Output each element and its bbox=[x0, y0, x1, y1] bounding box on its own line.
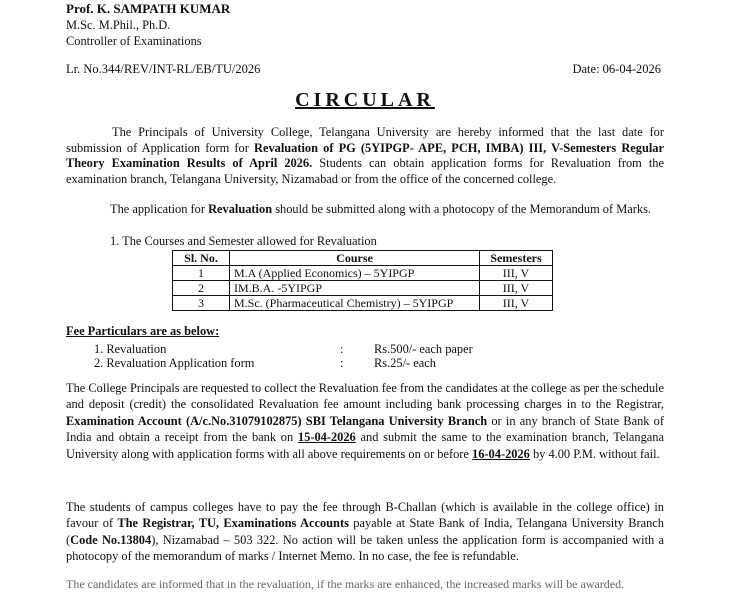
header-semesters: Semesters bbox=[480, 251, 553, 266]
courses-table bbox=[172, 250, 553, 311]
controller-qualifications: M.Sc. M.Phil., Ph.D. bbox=[66, 18, 171, 32]
fee-deposit-paragraph bbox=[66, 380, 664, 462]
deposit-text-4: by 4.00 P.M. without fail. bbox=[529, 446, 660, 461]
campus-bold-1: The Registrar, TU, Examinations Accounts bbox=[117, 516, 349, 531]
submission-deadline: 16-04-2026 bbox=[472, 446, 530, 461]
cell-sl-no: 2 bbox=[173, 281, 230, 296]
cell-course: M.Sc. (Pharmaceutical Chemistry) – 5YIPGP bbox=[230, 296, 480, 311]
deposit-date: 15-04-2026 bbox=[297, 430, 356, 445]
fee-amount: Rs.25/- each bbox=[374, 356, 436, 370]
revaluation-paragraph bbox=[110, 202, 664, 218]
deposit-account-bold: Examination Account (A/c.No.31079102875) SBI Telangana University Branch bbox=[66, 413, 488, 428]
table-row bbox=[173, 296, 553, 311]
cell-semesters: III, V bbox=[480, 296, 553, 311]
fee-amount: Rs.500/- each paper bbox=[374, 342, 473, 356]
controller-name: Prof. K. SAMPATH KUMAR bbox=[66, 1, 231, 16]
deposit-text-3: and submit the same to the examination branch, Telangana University along with application forms with all above requirements on or before bbox=[66, 430, 664, 461]
intro-paragraph bbox=[66, 125, 664, 187]
fee-colon: : bbox=[340, 356, 344, 370]
cut-off-line bbox=[66, 577, 664, 591]
campus-bold-2: Code No.13804 bbox=[70, 532, 152, 547]
reval-text-2: should be submitted along with a photocopy of the Memorandum of Marks. bbox=[272, 202, 651, 216]
campus-text-1: The students of campus colleges have to pay the fee through B-Challan (which is available in the college office) in favour of bbox=[66, 500, 664, 531]
intro-bold-1: Revaluation of PG (5YIPGP- APE, PCH, IMBA) III, V-Semesters Regular Theory Examination Results of April 2026. bbox=[66, 140, 664, 171]
header-course: Course bbox=[230, 251, 480, 266]
reference-line bbox=[66, 62, 661, 78]
cell-course: IM.B.A. -5YIPGP bbox=[230, 281, 480, 296]
campus-text-3: ), Nizamabad – 503 322. No action will be taken unless the application form is accompanied with a photocopy of the memorandum of marks / Internet Memo. In no case, the fee is refundable. bbox=[66, 532, 665, 564]
fee-label: 2. Revaluation Application form bbox=[94, 356, 255, 370]
cell-sl-no: 3 bbox=[173, 296, 230, 311]
table-row bbox=[173, 281, 553, 296]
reval-text-1: The application for bbox=[110, 202, 209, 216]
table-row bbox=[173, 266, 553, 281]
list-item-courses: 1. The Courses and Semester allowed for Revaluation bbox=[110, 234, 377, 248]
intro-text-2: Students can obtain application forms for Revaluation from the examination branch, Telangana University, Nizamabad or from the office of the concerned college. bbox=[66, 156, 664, 186]
letterhead bbox=[66, 1, 230, 49]
cell-course: M.A (Applied Economics) – 5YIPGP bbox=[230, 266, 480, 281]
deposit-text-1: The College Principals are requested to collect the Revaluation fee from the candidates at the college as per the schedule and deposit (credit) the consolidated Revaluation fee amount including bank processing charges in to the Registrar, bbox=[66, 381, 664, 412]
cut-off-text: The candidates are informed that in the revaluation, if the marks are enhanced, the increased marks will be awarded. bbox=[66, 577, 625, 591]
cell-sl-no: 1 bbox=[173, 266, 230, 281]
campus-colleges-paragraph bbox=[66, 499, 664, 565]
page-title: CIRCULAR bbox=[295, 89, 435, 111]
fee-label: 1. Revaluation bbox=[94, 342, 167, 356]
header-sl-no: Sl. No. bbox=[173, 251, 230, 266]
fee-particulars-title: Fee Particulars are as below: bbox=[66, 324, 220, 338]
letter-number: Lr. No.344/REV/INT-RL/EB/TU/2026 bbox=[66, 62, 261, 76]
controller-designation: Controller of Examinations bbox=[66, 34, 202, 48]
fee-colon: : bbox=[340, 342, 344, 356]
cell-semesters: III, V bbox=[480, 281, 553, 296]
fee-item bbox=[94, 356, 494, 372]
campus-text-2: payable at State Bank of India, Telangana University Branch ( bbox=[66, 516, 664, 547]
deposit-text-2: or in any branch of State Bank of India and obtain a receipt from the bank on bbox=[66, 413, 664, 445]
cell-semesters: III, V bbox=[480, 266, 553, 281]
table-header-row bbox=[173, 251, 553, 266]
reval-bold-1: Revaluation bbox=[208, 202, 273, 216]
letter-date: Date: 06-04-2026 bbox=[572, 62, 661, 76]
intro-text-1: The Principals of University College, Telangana University are hereby informed that the last date for submission of Application form for bbox=[66, 125, 664, 155]
